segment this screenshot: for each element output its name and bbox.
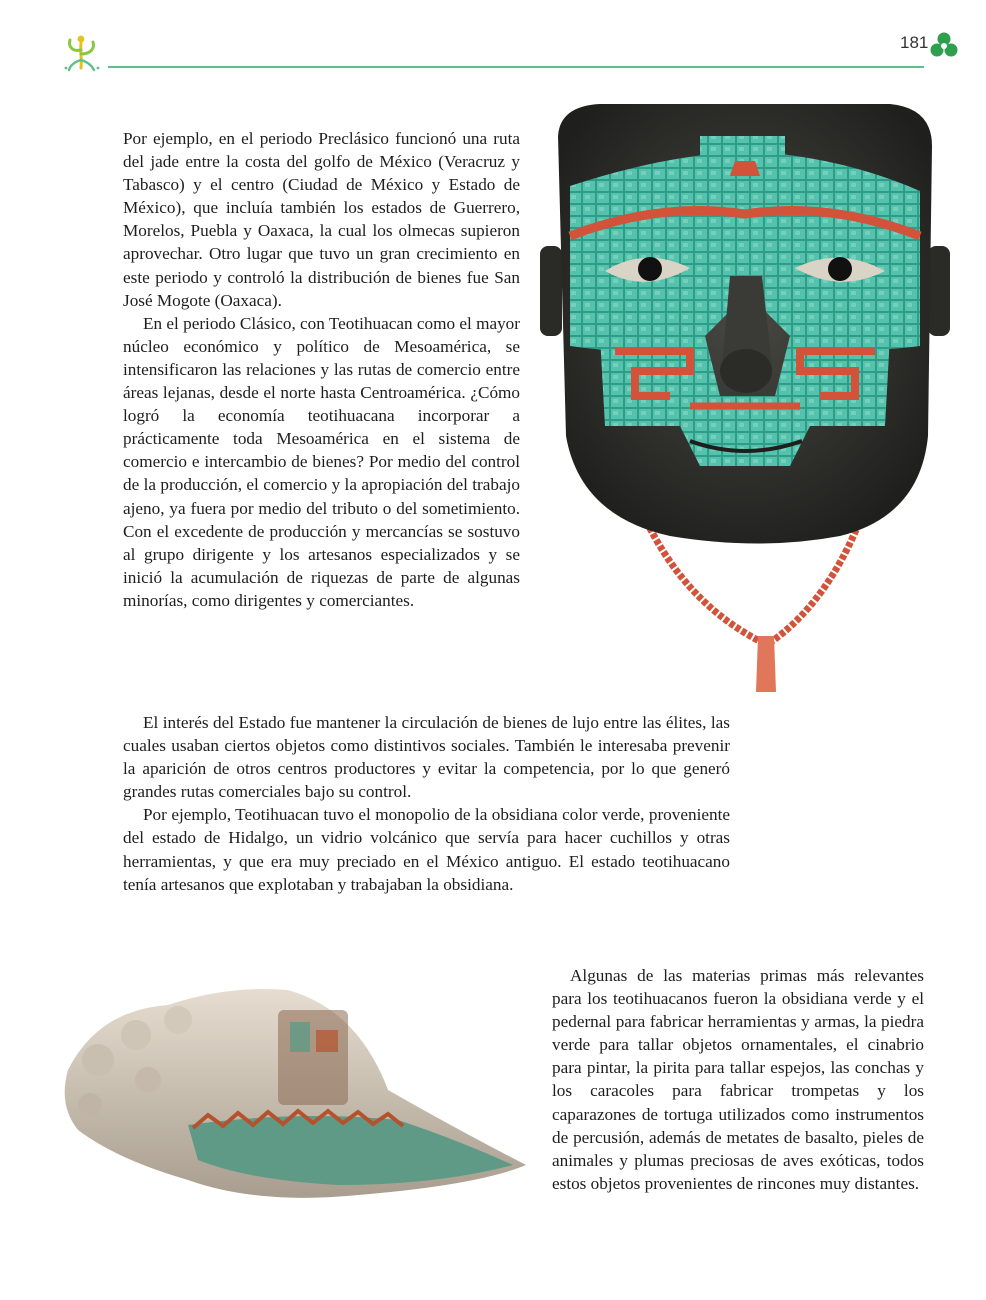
paragraph: En el periodo Clásico, con Teotihuacan como el mayor núcleo económico y político de Mesoamérica, se intensificaron las relaciones y las rutas de comercio entre áreas lejanas, desde el norte hasta Centroamérica. ¿Cómo logró la economía teotihuacana incorporar a prácticamente toda Mesoamérica en el sistema de comercio e intercambio de bienes? Por medio del control de la producción, el comercio y la apropiación del trabajo ajeno, ya fuera por medio del tributo o del sometimiento. Con el excedente de producción y mercancías se sostuvo al grupo dirigente y los artesanos especializados y se inició la acumulación de riquezas de parte de algunas minorías, como dirigentes y comerciantes. [123, 313, 520, 610]
paragraph: Por ejemplo, en el periodo Preclásico funcionó una ruta del jade entre la costa del golfo de México (Veracruz y Tabasco) y el centro (Ciudad de México y Estado de México), que incluía también los estados de Guerrero, Morelos, Puebla y Oaxaca, la cual los olmecas supieron aprovechar. Otro lugar que tuvo un gran crecimiento en este periodo y controló la distribución de bienes fue San José Mogote (Oaxaca). [123, 129, 520, 310]
text-block-estado [123, 711, 730, 896]
paragraph: Por ejemplo, Teotihuacan tuvo el monopolio de la obsidiana color verde, proveniente del estado de Hidalgo, un vidrio volcánico que servía para hacer cuchillos y otras herramientas, y que era muy preciado en el México antiguo. El estado teotihuacano tenía artesanos que explotaban y trabajaban la obsidiana. [123, 805, 730, 894]
text-block-materias-primas [552, 964, 924, 1195]
trefoil-icon [929, 31, 959, 59]
paragraph: El interés del Estado fue mantener la circulación de bienes de lujo entre las élites, las cuales usaban ciertos objetos como distintivos sociales. También le interesaba prevenir la aparición de otros centros productores y evitar la competencia, por lo que generó grandes rutas comerciales bajo su control. [123, 713, 730, 802]
paragraph: Algunas de las materias primas más relevantes para los teotihuacanos fueron la obsidiana verde y el pedernal para fabricar herramientas y armas, la piedra verde para tallar objetos ornamentales, el cinabrio para pintar, la pirita para tallar espejos, las conchas y los caracoles para fabricar trompetas y los caparazones de tortuga utilizados como instrumentos de percusión, además de metates de basalto, pieles de animales y plumas preciosas de aves exóticas, todos estos objetos provenientes de rincones muy distantes. [552, 966, 924, 1193]
sprout-figure-icon [60, 30, 104, 74]
text-block-preclasico [123, 127, 520, 612]
header-rule [108, 66, 924, 68]
page-number: 181 [900, 33, 929, 52]
jade-mosaic-mask [540, 96, 950, 696]
painted-conch-shell [58, 980, 532, 1210]
